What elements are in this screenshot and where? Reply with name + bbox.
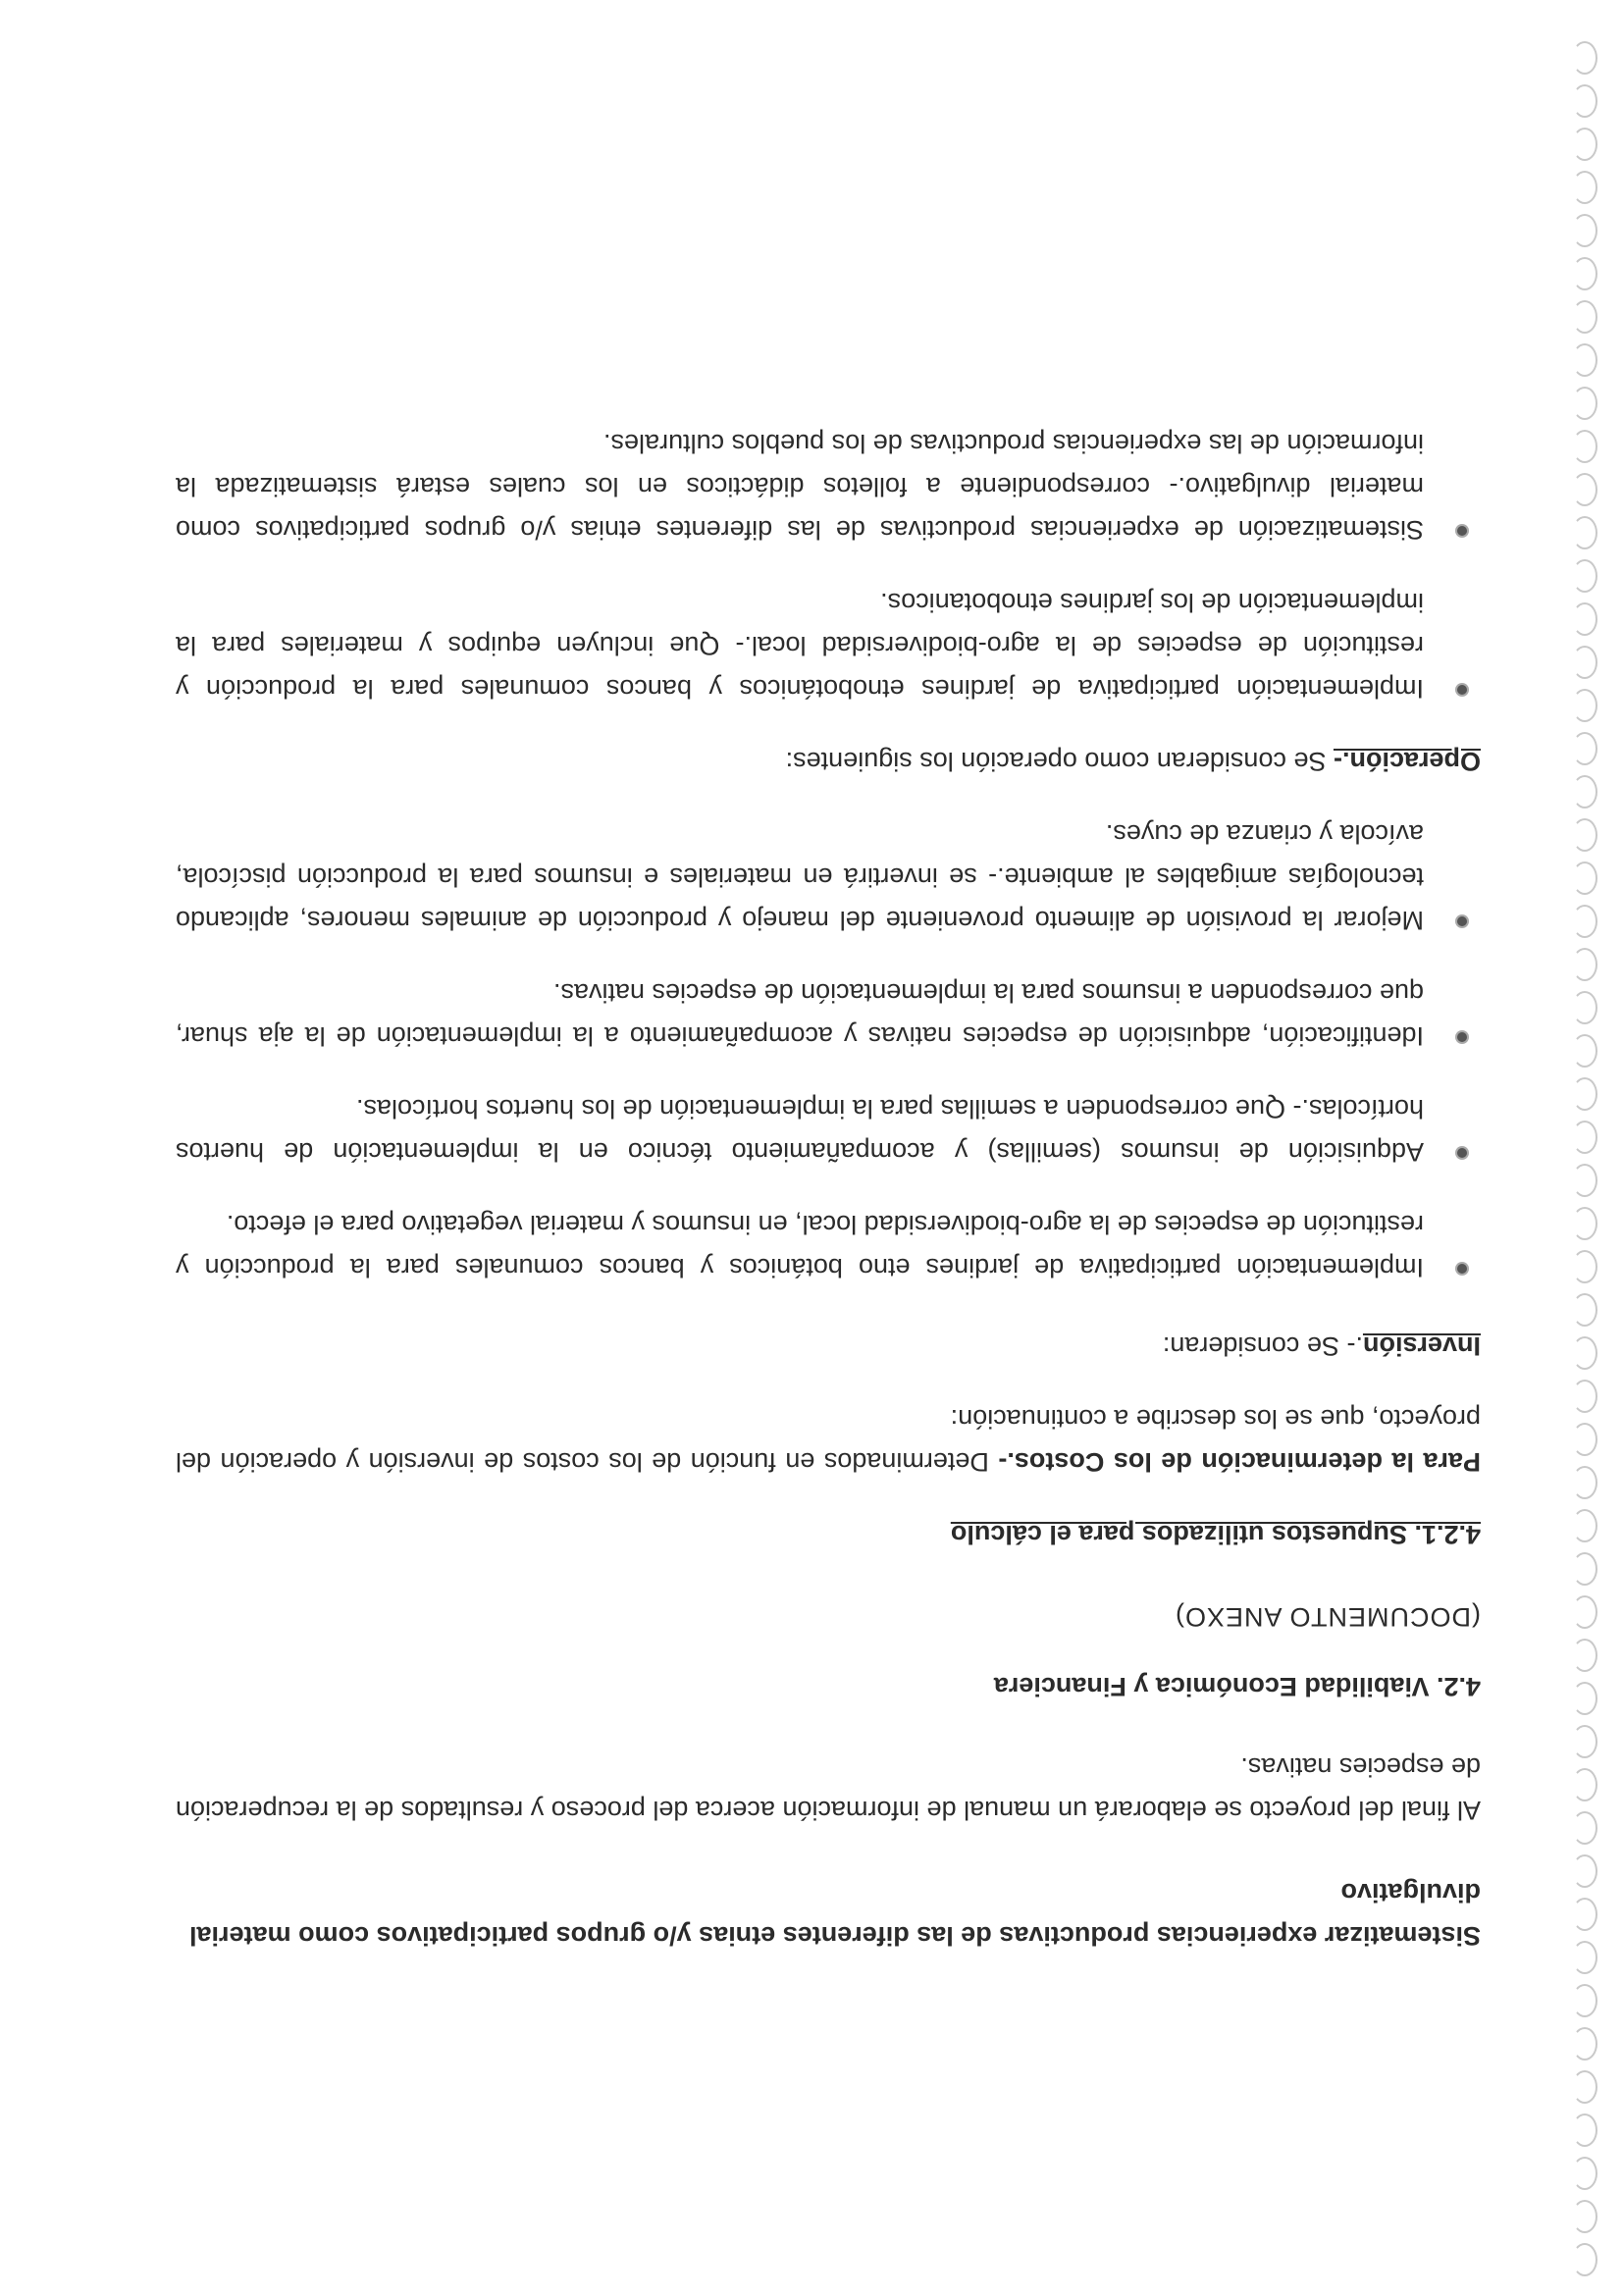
binding-ring [1572,1898,1597,1931]
bullet-icon [1457,916,1467,926]
bullet-icon [1457,1032,1467,1042]
document-annex-note: (DOCUMENTO ANEXO) [1174,1602,1481,1632]
binding-ring [1572,1121,1597,1154]
bullet-icon [1457,526,1467,536]
binding-ring [1572,1423,1597,1456]
operacion-label: Operación.- [1333,747,1481,776]
binding-ring [1572,387,1597,420]
binding-ring [1572,818,1597,852]
binding-ring [1572,646,1597,679]
binding-ring [1572,257,1597,290]
binding-ring [1572,1984,1597,2017]
binding-ring [1572,1250,1597,1283]
binding-ring [1572,2243,1597,2276]
binding-ring [1572,1164,1597,1197]
document-heading: Sistematizar experiencias productivas de las diferentes etnias y/o grupos participativos como material divulgativo [189,1878,1481,1951]
binding-ring [1572,689,1597,722]
binding-ring [1572,775,1597,809]
intro-paragraph: Al final del proyecto se elaborará un manual de información acerca del proceso y resultados de la recuperación de especies nativas. [176,1752,1481,1825]
binding-ring [1572,1509,1597,1542]
binding-ring [1572,1466,1597,1499]
binding-ring [1572,1207,1597,1240]
binding-ring [1572,732,1597,765]
binding-holes [1566,20,1605,2276]
binding-ring [1572,1336,1597,1370]
binding-ring [1572,1639,1597,1672]
binding-ring [1572,905,1597,938]
inversion-paragraph [176,1325,1481,1368]
binding-ring [1572,2113,1597,2147]
inversion-list [176,812,1481,1289]
document-body [176,392,1481,1957]
binding-ring [1572,2070,1597,2104]
binding-ring [1572,300,1597,334]
bullet-icon [1457,685,1467,695]
operacion-text: Se consideran como operación los siguientes: [785,747,1334,776]
binding-ring [1572,343,1597,377]
binding-ring [1572,2157,1597,2190]
list-item: Adquisición de insumos (semillas) y acompañamiento técnico en la implementación de huertos hortícolas.- Que corresponden a semillas para la implementación de los huertos hortícolas. [176,1087,1481,1174]
binding-ring [1572,473,1597,506]
costs-text: Determinados en función de los costos de inversión y operación del proyecto, que se los describe a continuación: [176,1404,1481,1477]
inversion-text: .- Se consideran: [1162,1331,1363,1361]
binding-ring [1572,1811,1597,1845]
costs-label: Para la determinación de los Costos.- [998,1447,1481,1477]
section-title: 4.2. Viabilidad Económica y Financiera [993,1672,1481,1701]
binding-ring [1572,41,1597,75]
bullet-icon [1457,1148,1467,1158]
list-item: Implementación participativa de jardines etnobotánicos y bancos comunales para la producción y restitución de especies de la agro-biodiversidad local.- Que incluyen equipos y materiales para la implementación de los jardines etnobotanicos. [176,581,1481,710]
costs-paragraph [176,1397,1481,1484]
binding-ring [1572,1595,1597,1629]
binding-ring [1572,128,1597,161]
inversion-label: Inversión [1362,1331,1481,1361]
binding-ring [1572,1034,1597,1068]
list-item: Implementación participativa de jardines etno botánicos y bancos comunales para la producción y restitución de especies de la agro-biodiversidad local, en insumos y material vegetativo para el efecto. [176,1203,1481,1289]
binding-ring [1572,430,1597,463]
binding-ring [1572,1077,1597,1111]
binding-ring [1572,1552,1597,1586]
binding-ring [1572,1682,1597,1715]
binding-ring [1572,516,1597,549]
binding-ring [1572,991,1597,1024]
binding-ring [1572,171,1597,204]
binding-ring [1572,2027,1597,2061]
binding-ring [1572,2200,1597,2233]
bullet-icon [1457,1264,1467,1274]
binding-ring [1572,1725,1597,1758]
binding-ring [1572,1854,1597,1888]
binding-ring [1572,861,1597,895]
binding-ring [1572,1768,1597,1801]
binding-ring [1572,1380,1597,1413]
operacion-paragraph [176,740,1481,783]
binding-ring [1572,214,1597,247]
binding-ring [1572,84,1597,118]
binding-ring [1572,559,1597,593]
operacion-list [176,422,1481,710]
list-item: Mejorar la provisión de alimento proveniente del manejo y producción de animales menores, aplicando tecnologías amigables al ambiente.- se invertirá en materiales e insumos para la producción piscícola, avícola y crianza de cuyes. [176,812,1481,942]
list-item: Identificación, adquisición de especies nativas y acompañamiento a la implementación de la aja shuar, que corresponden a insumos para la implementación de especies nativas. [176,971,1481,1058]
binding-ring [1572,602,1597,636]
subsection-title: 4.2.1. Supuestos utilizados para el cálculo [950,1520,1481,1549]
binding-ring [1572,1293,1597,1327]
binding-ring [1572,948,1597,981]
list-item: Sistematización de experiencias productivas de las diferentes etnias y/o grupos participativos como material divulgativo.- correspondiente a folletos didácticos en los cuales estará sistematizada la información de las experiencias productivas de los pueblos culturales. [176,422,1481,551]
binding-ring [1572,1941,1597,1974]
